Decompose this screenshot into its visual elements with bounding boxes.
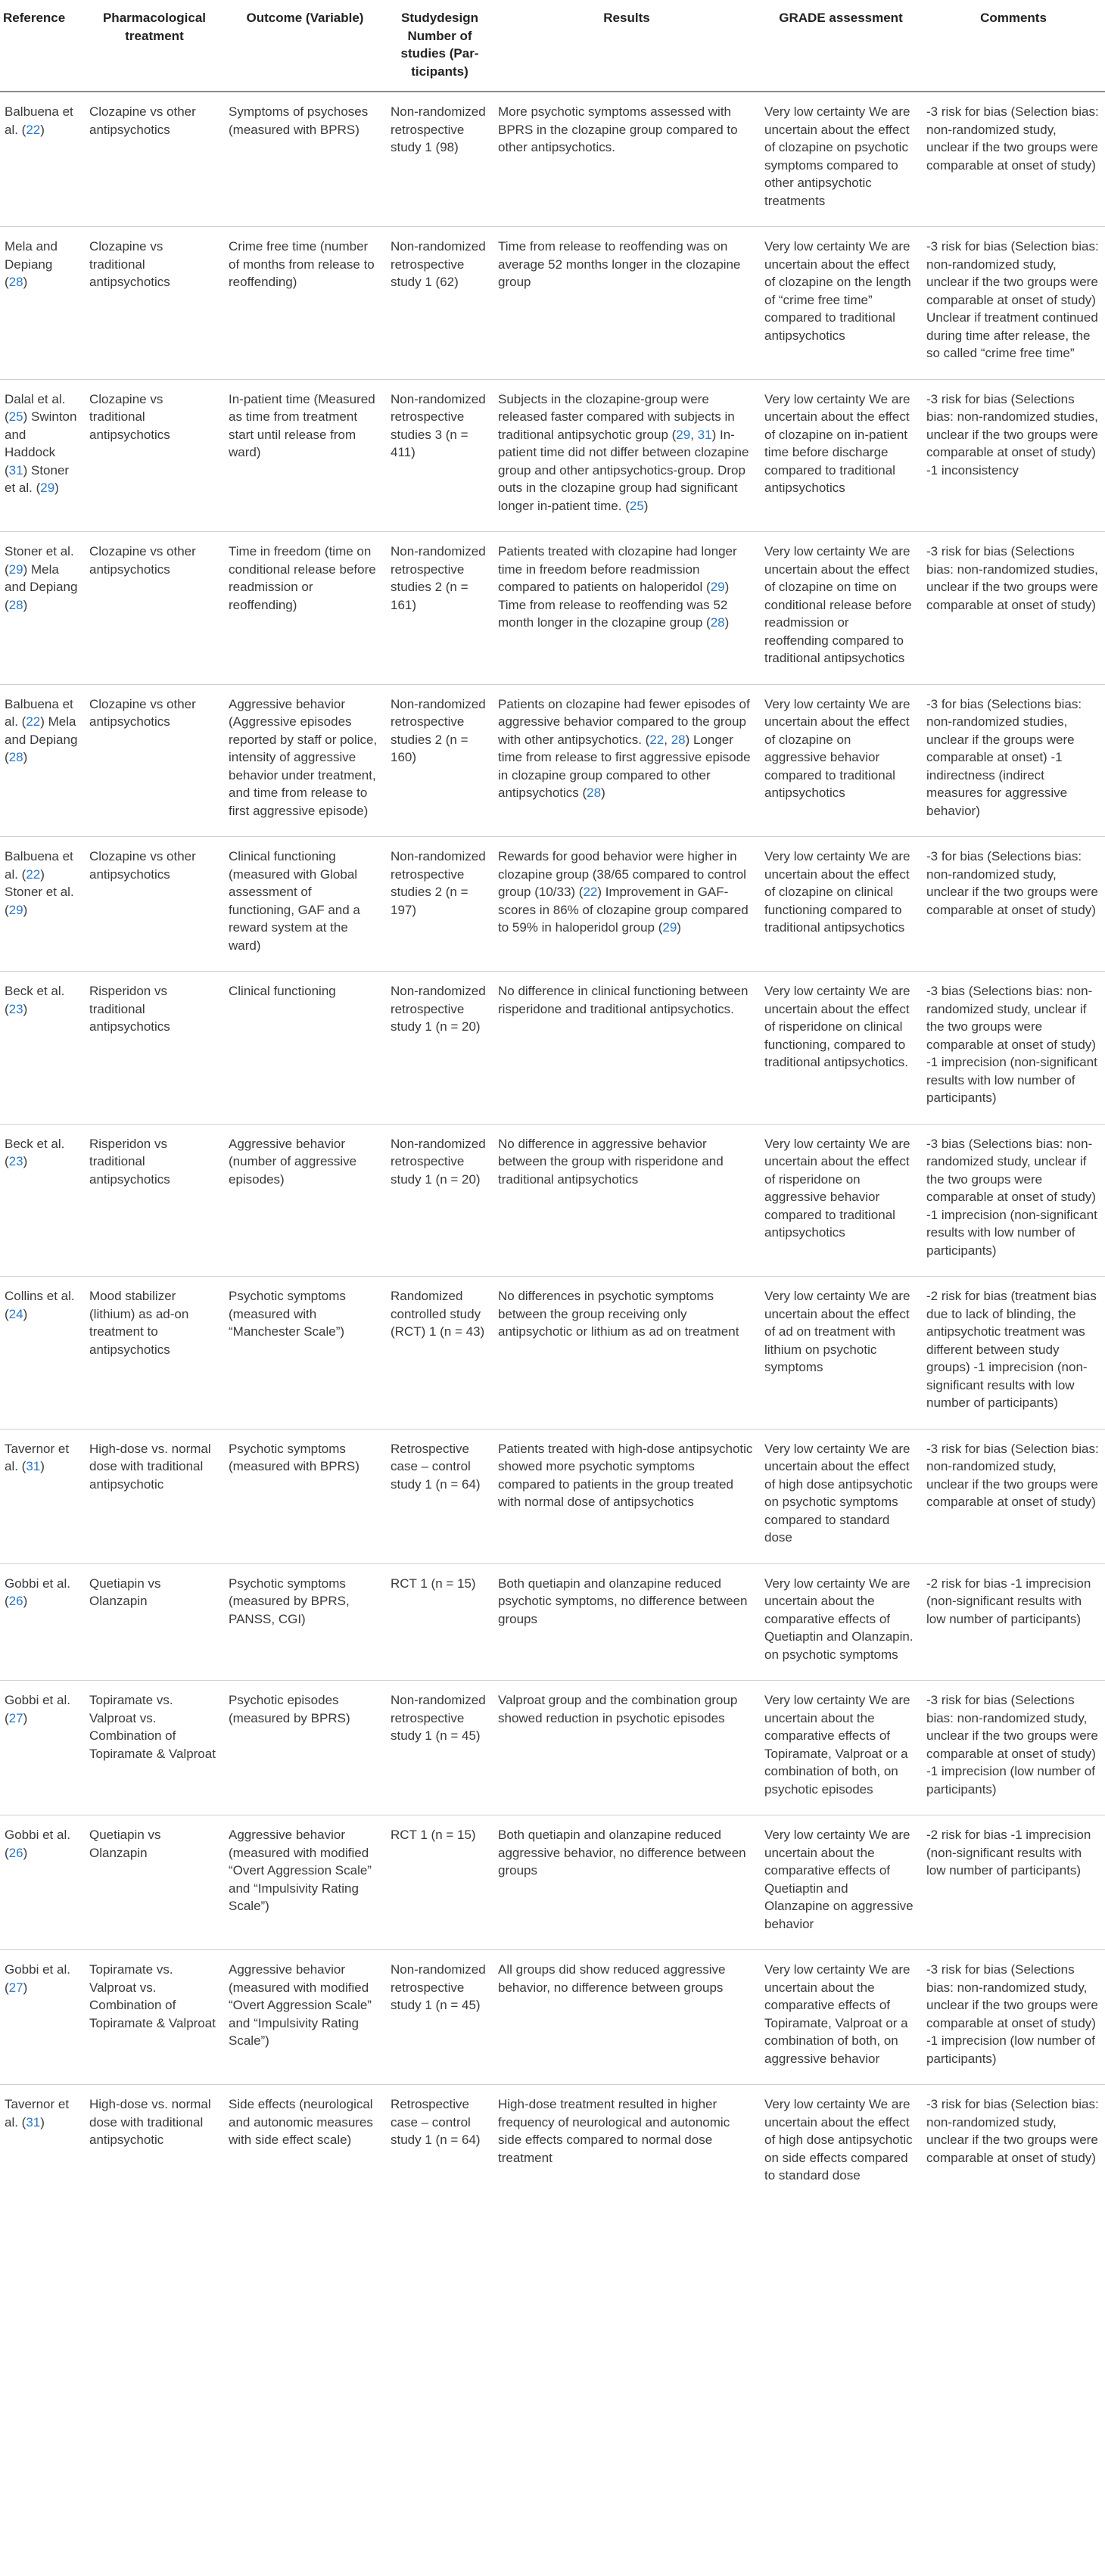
results-cell xyxy=(493,837,760,972)
treatment-cell: Clozapine vs traditional antipsychotics xyxy=(85,227,224,380)
design-cell: Non-randomized retrospective study 1 (n = 45) xyxy=(386,1950,493,2085)
header-grade: GRADE assessment xyxy=(760,0,922,92)
reference-text: Tavernor et al. ( xyxy=(5,1441,70,1473)
reference-cell xyxy=(0,227,85,380)
outcome-cell: Aggressive behavior (number of aggressive episodes) xyxy=(224,1124,386,1277)
reference-text: ) xyxy=(23,1710,28,1725)
grade-cell: Very low certainty We are uncertain about the comparative effects of Topiramate, Valproat or a combination of both, on psychotic episodes xyxy=(760,1681,922,1815)
treatment-cell: Topiramate vs. Valproat vs. Combination of Topiramate & Valproat xyxy=(85,1950,224,2085)
citation-link[interactable]: 28 xyxy=(587,786,602,800)
reference-text: ) Swinton and Haddock ( xyxy=(5,409,77,478)
citation-link[interactable]: 28 xyxy=(671,732,686,747)
reference-text: ) Stoner et al. ( xyxy=(5,866,74,917)
design-cell: Retrospective case – control study 1 (n = 64) xyxy=(391,2097,481,2147)
reference-text: Collins et al. ( xyxy=(5,1289,75,1321)
reference-text: ) xyxy=(23,750,28,764)
grade-cell: Very low certainty We are uncertain about the effect of clozapine on aggressive behavior compared to traditional antipsychotics xyxy=(760,684,922,837)
header-outcome: Outcome (Variable) xyxy=(224,0,386,92)
design-cell: Non-randomized retrospective study 1 (n = 20) xyxy=(386,972,493,1125)
design-cell: Non-randomized retrospective studies 2 (n = 161) xyxy=(386,532,493,685)
treatment-cell: Clozapine vs other antipsychotics xyxy=(85,532,224,685)
outcome-cell: Clinical functioning (measured with Global assessment of functioning, GAF and a reward system at the ward) xyxy=(224,837,386,972)
table-row xyxy=(0,2085,1105,2201)
design-cell: Non-randomized retrospective studies 2 (n = 197) xyxy=(386,837,493,972)
reference-text: ) xyxy=(23,1845,28,1860)
citation-link[interactable]: 25 xyxy=(629,498,644,513)
results-text: No differences in psychotic symptoms between the group receiving only antipsychotic or lithium as ad on treatment xyxy=(498,1289,739,1339)
outcome-cell: Time in freedom (time on conditional release before readmission or reoffending) xyxy=(224,532,386,685)
comments-cell: -3 risk for bias (Selections bias: non-randomized studies, unclear if the two groups were comparable at onset of study) -1 inconsistency xyxy=(922,379,1105,532)
citation-link[interactable]: 29 xyxy=(710,580,725,594)
design-cell: Non-randomized retrospective study 1 (98) xyxy=(386,92,493,227)
outcome-cell: Psychotic symptoms (measured by BPRS, PANSS, CGI) xyxy=(224,1563,386,1681)
citation-link[interactable]: 22 xyxy=(649,732,665,747)
header-comments: Comments xyxy=(922,0,1105,92)
reference-text: Dalal et al. ( xyxy=(5,391,66,424)
results-text: Patients treated with high-dose antipsychotic showed more psychotic symptoms compared to patients in the group treated with normal dose of antipsychotics xyxy=(498,1441,753,1509)
results-text: ) xyxy=(643,498,649,513)
citation-link[interactable]: 23 xyxy=(8,1001,23,1016)
outcome-cell: Symptoms of psychoses (measured with BPRS) xyxy=(224,92,386,227)
comments-cell: -3 risk for bias (Selection bias: non-randomized study, unclear if the two groups were comparable at onset of study) xyxy=(922,92,1105,227)
reference-text: ) Mela and Depiang ( xyxy=(5,562,78,612)
grade-cell: Very low certainty We are uncertain about the comparative effects of Quetiaptin and Olanzapine on aggressive behavior xyxy=(760,1815,922,1950)
treatment-cell: Mood stabilizer (lithium) as ad-on treatment to antipsychotics xyxy=(85,1277,224,1430)
reference-text: Gobbi et al. ( xyxy=(5,1693,70,1725)
comments-cell: -2 risk for bias -1 imprecision (non-significant results with low number of participants) xyxy=(922,1815,1105,1950)
results-text: Subjects in the clozapine-group were released faster compared with subjects in traditional antipsychotic group ( xyxy=(498,391,735,442)
results-text: ) Improvement in GAF-scores in 86% of clozapine group compared to 59% in haloperidol group ( xyxy=(498,885,749,935)
citation-link[interactable]: 29 xyxy=(8,902,23,917)
table-header xyxy=(0,0,1105,92)
table-row xyxy=(0,972,1105,1125)
results-text: ) xyxy=(724,615,730,630)
reference-text: Gobbi et al. ( xyxy=(5,1962,70,1995)
results-cell xyxy=(493,1950,760,2085)
citation-link[interactable]: 29 xyxy=(40,481,55,495)
grade-cell: Very low certainty We are uncertain about the effect of high dose antipsychotic on psychotic symptoms compared to standard dose xyxy=(760,1429,922,1563)
reference-text: ) Mela and Depiang ( xyxy=(5,714,78,764)
grade-cell: Very low certainty We are uncertain about the effect of risperidone on clinical functioning, compared to traditional antipsychotics. xyxy=(760,972,922,1125)
reference-cell xyxy=(0,1563,85,1681)
header-results: Results xyxy=(493,0,760,92)
reference-cell xyxy=(0,1681,85,1815)
results-text: Patients on clozapine had fewer episodes of aggressive behavior compared to the group with other antipsychotics. ( xyxy=(498,696,750,747)
citation-link[interactable]: 31 xyxy=(697,427,712,442)
design-cell: RCT 1 (n = 15) xyxy=(386,1563,493,1681)
comments-cell: -3 risk for bias (Selection bias: non-randomized study, unclear if the two groups were comparable at onset of study) xyxy=(926,2097,1099,2165)
reference-text: Balbuena et al. ( xyxy=(5,696,73,729)
treatment-cell: Clozapine vs traditional antipsychotics xyxy=(85,379,224,532)
table-body xyxy=(0,92,1105,2201)
grade-cell: Very low certainty We are uncertain about the effect of risperidone on aggressive behavior compared to traditional antipsychotics xyxy=(760,1124,922,1277)
treatment-cell: Topiramate vs. Valproat vs. Combination of Topiramate & Valproat xyxy=(85,1681,224,1815)
citation-link[interactable]: 31 xyxy=(8,462,23,478)
results-text: High-dose treatment resulted in higher frequency of neurological and autonomic side effects compared to normal dose treatment xyxy=(498,2097,730,2165)
results-text: ) In-patient time did not differ between clozapine group and other antipsychotics-group. Drop outs in the clozapine group had significant longer in-patient time. ( xyxy=(498,427,749,513)
reference-cell xyxy=(0,684,85,837)
reference-cell xyxy=(0,1950,85,2085)
citation-link[interactable]: 26 xyxy=(8,1845,23,1860)
grade-cell: Very low certainty We are uncertain about the effect of high dose antipsychotic on side effects compared to standard dose xyxy=(764,2097,913,2182)
outcome-cell: In-patient time (Measured as time from treatment start until release from ward) xyxy=(224,379,386,532)
citation-link[interactable]: 23 xyxy=(8,1154,23,1168)
results-cell xyxy=(493,379,760,532)
citation-link[interactable]: 22 xyxy=(26,714,41,729)
outcome-cell: Aggressive behavior (measured with modified “Overt Aggression Scale” and “Impulsivity Rating Scale”) xyxy=(224,1950,386,2085)
grade-cell: Very low certainty We are uncertain about the effect of clozapine on in-patient time before discharge compared to traditional antipsychotics xyxy=(760,379,922,532)
comments-cell: -3 risk for bias (Selection bias: non-randomized study, unclear if the two groups were comparable at onset of study) xyxy=(922,1429,1105,1563)
design-cell: Non-randomized retrospective study 1 (n = 20) xyxy=(386,1124,493,1277)
table-row xyxy=(0,1277,1105,1430)
results-cell xyxy=(493,1429,760,1563)
results-cell xyxy=(493,1124,760,1277)
reference-text: Beck et al. ( xyxy=(5,984,65,1016)
outcome-cell: Psychotic symptoms (measured with “Manchester Scale”) xyxy=(224,1277,386,1430)
reference-text: Balbuena et al. ( xyxy=(5,849,73,882)
results-cell xyxy=(493,972,760,1125)
results-text: Rewards for good behavior were higher in clozapine group (38/65 compared to control group (10/33) ( xyxy=(498,849,746,899)
header-design: Studydesign Number of studies (Par- ticipants) xyxy=(386,0,493,92)
reference-cell xyxy=(0,1277,85,1430)
results-cell xyxy=(493,92,760,227)
comments-cell: -3 for bias (Selections bias: non-randomized studies, unclear if the groups were comparable at onset) -1 indirectness (indirect measures for aggressive behavior) xyxy=(922,684,1105,837)
grade-cell: Very low certainty We are uncertain about the comparative effects of Quetiaptin and Olanzapin. on psychotic symptoms xyxy=(760,1563,922,1681)
reference-cell xyxy=(0,532,85,685)
citation-link[interactable]: 26 xyxy=(8,1594,23,1608)
results-cell xyxy=(493,1277,760,1430)
comments-cell: -3 risk for bias (Selections bias: non-randomized studies, unclear if the two groups were comparable at onset of study) xyxy=(922,532,1105,685)
results-cell xyxy=(493,1815,760,1950)
citation-link[interactable]: 28 xyxy=(8,275,23,289)
reference-text: ) xyxy=(23,275,28,289)
treatment-cell: Quetiapin vs Olanzapin xyxy=(85,1563,224,1681)
table-row xyxy=(0,532,1105,685)
citation-link[interactable]: 24 xyxy=(8,1306,23,1321)
outcome-cell: Psychotic episodes (measured by BPRS) xyxy=(224,1681,386,1815)
results-text: Both quetiapin and olanzapine reduced aggressive behavior, no difference between groups xyxy=(498,1828,746,1878)
results-text: Both quetiapin and olanzapine reduced psychotic symptoms, no difference between groups xyxy=(498,1576,748,1626)
reference-text: Tavernor et al. ( xyxy=(5,2097,70,2130)
treatment-cell: Risperidon vs traditional antipsychotics xyxy=(85,972,224,1125)
reference-cell xyxy=(0,837,85,972)
table-row xyxy=(0,684,1105,837)
outcome-cell: Aggressive behavior (Aggressive episodes reported by staff or police, intensity of aggressive behavior under treatment, and time from release to first aggressive episode) xyxy=(224,684,386,837)
citation-link[interactable]: 29 xyxy=(676,427,691,442)
grade-cell: Very low certainty We are uncertain about the effect of ad on treatment with lithium on psychotic symptoms xyxy=(760,1277,922,1430)
results-cell xyxy=(493,2085,760,2201)
table-row xyxy=(0,92,1105,227)
table-row xyxy=(0,1124,1105,1277)
results-text: , xyxy=(690,427,698,442)
results-cell xyxy=(493,532,760,685)
table-row xyxy=(0,1563,1105,1681)
grade-cell: Very low certainty We are uncertain about the effect of clozapine on the length of “crime free time” compared to traditional antipsychotics xyxy=(760,227,922,380)
results-cell xyxy=(493,227,760,380)
results-cell xyxy=(493,1563,760,1681)
design-cell: Retrospective case – control study 1 (n = 64) xyxy=(386,1429,493,1563)
outcome-cell: Aggressive behavior (measured with modified “Overt Aggression Scale” and “Impulsivity Rating Scale”) xyxy=(224,1815,386,1950)
reference-text: Stoner et al. ( xyxy=(5,544,74,577)
reference-text: ) xyxy=(23,597,28,612)
treatment-cell: Risperidon vs traditional antipsychotics xyxy=(85,1124,224,1277)
citation-link[interactable]: 28 xyxy=(8,597,23,612)
comments-cell: -3 risk for bias (Selections bias: non-randomized study, unclear if the two groups were comparable at onset of study) -1 imprecision (low number of participants) xyxy=(922,1950,1105,2085)
reference-text: ) xyxy=(23,1154,28,1168)
table-row xyxy=(0,837,1105,972)
reference-text: ) Stoner et al. ( xyxy=(5,462,70,495)
header-row xyxy=(0,0,1105,92)
results-text: No difference in clinical functioning between risperidone and traditional antipsychotics. xyxy=(498,984,749,1016)
reference-text: Balbuena et al. ( xyxy=(5,104,73,137)
reference-text: ) xyxy=(54,481,59,495)
results-text: Time from release to reoffending was on average 52 months longer in the clozapine group xyxy=(498,239,741,289)
citation-link[interactable]: 28 xyxy=(8,750,23,764)
reference-cell xyxy=(0,1124,85,1277)
results-text: ) Longer time from release to first aggressive episode in clozapine group compared to other antipsychotics ( xyxy=(498,732,751,800)
comments-cell: -3 risk for bias (Selections bias: non-randomized study, unclear if the two groups were comparable at onset of study) -1 imprecision (low number of participants) xyxy=(922,1681,1105,1815)
results-text: ) xyxy=(677,920,681,935)
treatment-cell: Clozapine vs other antipsychotics xyxy=(85,684,224,837)
results-text: Patients treated with clozapine had longer time in freedom before readmission compared to patients on haloperidol ( xyxy=(498,544,737,594)
citation-link[interactable]: 27 xyxy=(8,1980,23,1995)
outcome-cell: Clinical functioning xyxy=(224,972,386,1125)
design-cell: RCT 1 (n = 15) xyxy=(386,1815,493,1950)
design-cell: Non-randomized retrospective study 1 (n = 45) xyxy=(386,1681,493,1815)
design-cell: Non-randomized retrospective studies 2 (n = 160) xyxy=(386,684,493,837)
citation-link[interactable]: 22 xyxy=(26,122,41,137)
table-row xyxy=(0,1950,1105,2085)
citation-link[interactable]: 29 xyxy=(662,920,677,935)
reference-text: ) xyxy=(23,1001,28,1016)
reference-cell xyxy=(0,1815,85,1950)
results-text: More psychotic symptoms assessed with BPRS in the clozapine group compared to other antipsychotics. xyxy=(498,104,738,154)
results-cell xyxy=(493,1681,760,1815)
comments-cell: -2 risk for bias -1 imprecision (non-significant results with low number of participants) xyxy=(922,1563,1105,1681)
treatment-cell: Quetiapin vs Olanzapin xyxy=(85,1815,224,1950)
reference-text: ) xyxy=(23,902,28,917)
table-row xyxy=(0,379,1105,532)
design-cell: Non-randomized retrospective study 1 (62) xyxy=(386,227,493,380)
reference-cell xyxy=(0,972,85,1125)
grade-cell: Very low certainty We are uncertain about the comparative effects of Topiramate, Valproat or a combination of both, on aggressive behavior xyxy=(760,1950,922,2085)
outcome-cell: Crime free time (number of months from release to reoffending) xyxy=(224,227,386,380)
design-cell: Non-randomized retrospective studies 3 (n = 411) xyxy=(386,379,493,532)
reference-cell xyxy=(0,92,85,227)
reference-text: ) xyxy=(40,1459,45,1473)
header-treatment: Pharmacological treatment xyxy=(85,0,224,92)
citation-link[interactable]: 31 xyxy=(26,1459,41,1473)
treatment-cell: High-dose vs. normal dose with traditional antipsychotic xyxy=(89,2097,211,2147)
reference-text: Beck et al. ( xyxy=(5,1136,65,1168)
reference-cell xyxy=(0,2085,85,2201)
grade-cell: Very low certainty We are uncertain about the effect of clozapine on clinical functioning compared to traditional antipsychotics xyxy=(760,837,922,972)
comments-cell: -2 risk for bias (treatment bias due to lack of blinding, the antipsychotic treatment was different between study groups) -1 imprecision (non-significant results with low number of participants) xyxy=(922,1277,1105,1430)
treatment-cell: High-dose vs. normal dose with traditional antipsychotic xyxy=(85,1429,224,1563)
table-row xyxy=(0,227,1105,380)
reference-text: Gobbi et al. ( xyxy=(5,1576,70,1608)
reference-text: Gobbi et al. ( xyxy=(5,1828,70,1860)
comments-cell: -3 for bias (Selections bias: non-randomized study, unclear if the two groups were comparable at onset of study) xyxy=(922,837,1105,972)
outcome-cell: Side effects (neurological and autonomic measures with side effect scale) xyxy=(229,2097,373,2147)
results-text: No difference in aggressive behavior between the group with risperidone and traditional antipsychotics xyxy=(498,1136,724,1187)
citation-link[interactable]: 29 xyxy=(8,562,23,577)
reference-text: ) xyxy=(23,1980,28,1995)
results-cell xyxy=(493,684,760,837)
reference-text: ) xyxy=(23,1306,28,1321)
results-text: ) Time from release to reoffending was 52 month longer in the clozapine group ( xyxy=(498,580,730,630)
reference-cell xyxy=(0,379,85,532)
results-text: All groups did show reduced aggressive behavior, no difference between groups xyxy=(498,1962,726,1995)
treatment-cell: Clozapine vs other antipsychotics xyxy=(85,92,224,227)
citation-link[interactable]: 25 xyxy=(8,409,23,424)
header-reference: Reference xyxy=(0,0,85,92)
outcome-cell: Psychotic symptoms (measured with BPRS) xyxy=(224,1429,386,1563)
table-row xyxy=(0,1429,1105,1563)
citation-link[interactable]: 31 xyxy=(26,2114,41,2130)
reference-text: Mela and Depiang ( xyxy=(5,239,58,289)
reference-text: ) xyxy=(40,2114,45,2130)
table-row xyxy=(0,1681,1105,1815)
grade-cell: Very low certainty We are uncertain about the effect of clozapine on time on conditional release before readmission or reoffending compared to traditional antipsychotics xyxy=(760,532,922,685)
results-text: , xyxy=(664,732,671,747)
design-cell: Randomized controlled study (RCT) 1 (n = 43) xyxy=(386,1277,493,1430)
results-text: ) xyxy=(601,786,605,800)
reference-text: ) xyxy=(23,1594,28,1608)
reference-text: ) xyxy=(40,122,45,137)
comments-cell: -3 bias (Selections bias: non-randomized study, unclear if the two groups were comparable at onset of study) -1 imprecision (non-significant results with low number of participants) xyxy=(922,972,1105,1125)
reference-cell xyxy=(0,1429,85,1563)
citation-link[interactable]: 28 xyxy=(710,615,725,630)
citation-link[interactable]: 22 xyxy=(26,866,41,882)
comments-cell: -3 bias (Selections bias: non-randomized study, unclear if the two groups were comparable at onset of study) -1 imprecision (non-significant results with low number of participants) xyxy=(922,1124,1105,1277)
citation-link[interactable]: 22 xyxy=(583,885,598,899)
table-row xyxy=(0,1815,1105,1950)
grade-cell: Very low certainty We are uncertain about the effect of clozapine on psychotic symptoms compared to other antipsychotic treatments xyxy=(760,92,922,227)
comments-cell: -3 risk for bias (Selection bias: non-randomized study, unclear if the two groups were comparable at onset of study) Unclear if treatment continued during time after release, the so called “crime free time” xyxy=(922,227,1105,380)
treatment-cell: Clozapine vs other antipsychotics xyxy=(85,837,224,972)
results-text: Valproat group and the combination group showed reduction in psychotic episodes xyxy=(498,1693,738,1725)
citation-link[interactable]: 27 xyxy=(8,1710,23,1725)
